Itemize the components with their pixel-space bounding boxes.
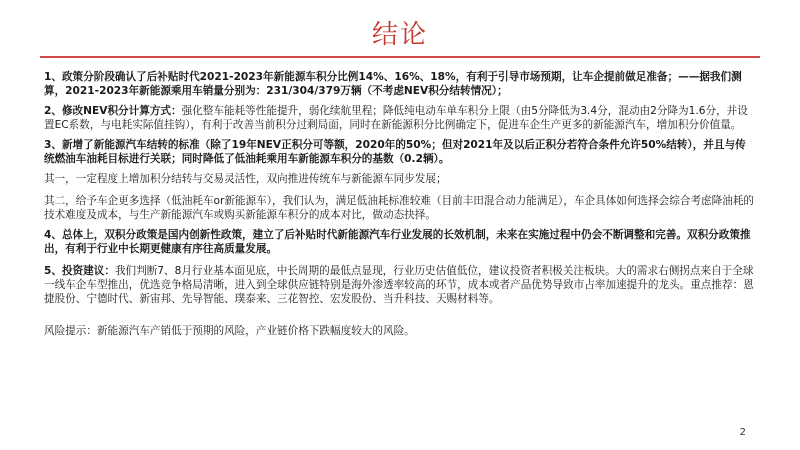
point-4 [44,228,756,256]
point-1 [44,70,756,98]
point-3 [44,138,756,166]
page-title: 结论 [371,20,428,50]
page-number: 2 [739,427,746,438]
point-4-text: 4、总体上，双积分政策是国内创新性政策，建立了后补贴时代新能源汽车行业发展的长效机制，未来在实施过程中仍会不断调整和完善。双积分政策推出，有利于行业中长期更健康有序往高质量发展。 [44,229,751,255]
point-1-text: 1、政策分阶段确认了后补贴时代2021-2023年新能源车积分比例14%、16%、18%，有利于引导市场预期，让车企提前做足准备；——据我们测算，2021-2023年新能源乘用车销量分别为：231/304/379万辆（不考虑NEV积分结转情况）； [44,71,742,97]
point-3-sub-2: 其二，给予车企更多选择（低油耗车or新能源车），我们认为，满足低油耗标准较难（目前丰田混合动力能满足），车企具体如何选择会综合考虑降油耗的技术难度及成本，与生产新能源汽车或购买新能源车积分的成本对比，做动态抉择。 [44,195,755,221]
point-2-heading: 2、修改NEV积分计算方式： [44,105,182,117]
point-3-sub-1: 其一，一定程度上增加积分结转与交易灵活性，双向推进传统车与新能源车同步发展； [44,173,447,185]
point-5-heading: 5、投资建议： [44,265,115,277]
conclusion-body [44,70,756,344]
point-2-text: 强化整车能耗等性能提升，弱化续航里程；降低纯电动车单车积分上限（由5分降低为3.4分，混动由2分降为1.6分，并设置EC系数，与电耗实际值挂钩），有利于改善当前积分过剩局面，同时在新能源积分比例确定下，促进车企生产更多的新能源汽车，增加积分价值量。 [44,105,748,131]
point-2 [44,104,756,132]
point-5 [44,264,756,306]
risk-warning: 风险提示：新能源汽车产销低于预期的风险，产业链价格下跌幅度较大的风险。 [44,325,415,337]
title-divider [40,56,760,58]
point-5-text: 我们判断7、8月行业基本面见底，中长周期的最低点显现，行业历史估值低位，建议投资者积极关注板块。大的需求右侧拐点来自于全球一线车企车型推出，优选竞争格局清晰，进入到全球供应链特别是海外渗透率较高的环节，成本或者产品优势导致市占率加速提升的龙头。重点推荐：恩捷股份、宁德时代、新宙邦、先导智能、璞泰来、三花智控、宏发股份、当升科技、天赐材料等。 [44,265,754,305]
point-3-text: 3、新增了新能源汽车结转的标准（除了19年NEV正积分可等额，2020年的50%；但对2021年及以后正积分若符合条件允许50%结转），并且与传统燃油车油耗目标进行关联；同时降低了低油耗乘用车新能源车积分的基数（0.2辆）。 [44,139,746,165]
